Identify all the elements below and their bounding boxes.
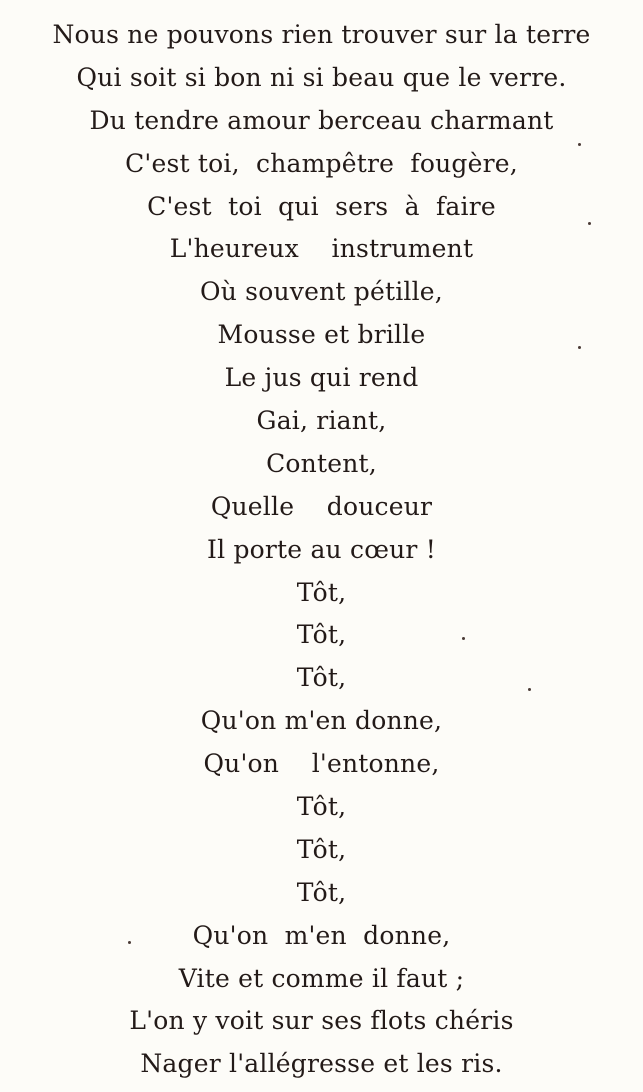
poem-line: C'est toi qui sers à faire — [147, 191, 496, 221]
poem-line: L'on y voit sur ses flots chéris — [129, 1006, 514, 1036]
poem-line: Nous ne pouvons rien trouver sur la terre — [52, 20, 591, 49]
poem-line: Il porte au cœur ! — [207, 534, 436, 564]
poem-line: Tôt, — [296, 620, 347, 650]
poem-line: Qu'on l'entonne, — [203, 749, 440, 779]
poem-line: Gai, riant, — [256, 406, 387, 436]
poem-line: Qui soit si bon ni si beau que le verre. — [76, 62, 567, 92]
poem-line: Quelle douceur — [210, 491, 433, 521]
poem-line: Vite et comme il faut ; — [178, 963, 465, 993]
poem-line: L'heureux instrument — [169, 234, 474, 264]
poem-line: Mousse et brille — [217, 320, 426, 350]
print-speck — [578, 143, 581, 146]
poem-line: Qu'on m'en donne, — [192, 920, 451, 950]
poem-line: Où souvent pétille, — [200, 277, 443, 307]
poem-line: Tôt, — [296, 792, 347, 822]
poem-line: Le jus qui rend — [224, 363, 419, 393]
poem-line: C'est toi, champêtre fougère, — [125, 148, 518, 178]
print-speck — [528, 688, 531, 691]
print-speck — [128, 941, 131, 944]
poem-line: Tôt, — [296, 663, 347, 693]
poem-line: Nager l'allégresse et les ris. — [140, 1049, 503, 1079]
poem-text — [0, 14, 643, 1086]
print-speck — [578, 346, 581, 349]
poem-line: Tôt, — [296, 834, 347, 864]
poem-line: Du tendre amour berceau charmant — [89, 105, 554, 135]
poem-line: Qu'on m'en donne, — [200, 706, 443, 736]
poem-line: Content, — [266, 448, 377, 478]
print-speck — [462, 637, 465, 640]
poem-line: Tôt, — [296, 877, 347, 907]
poem-line: Tôt, — [296, 577, 347, 607]
print-speck — [588, 222, 591, 225]
